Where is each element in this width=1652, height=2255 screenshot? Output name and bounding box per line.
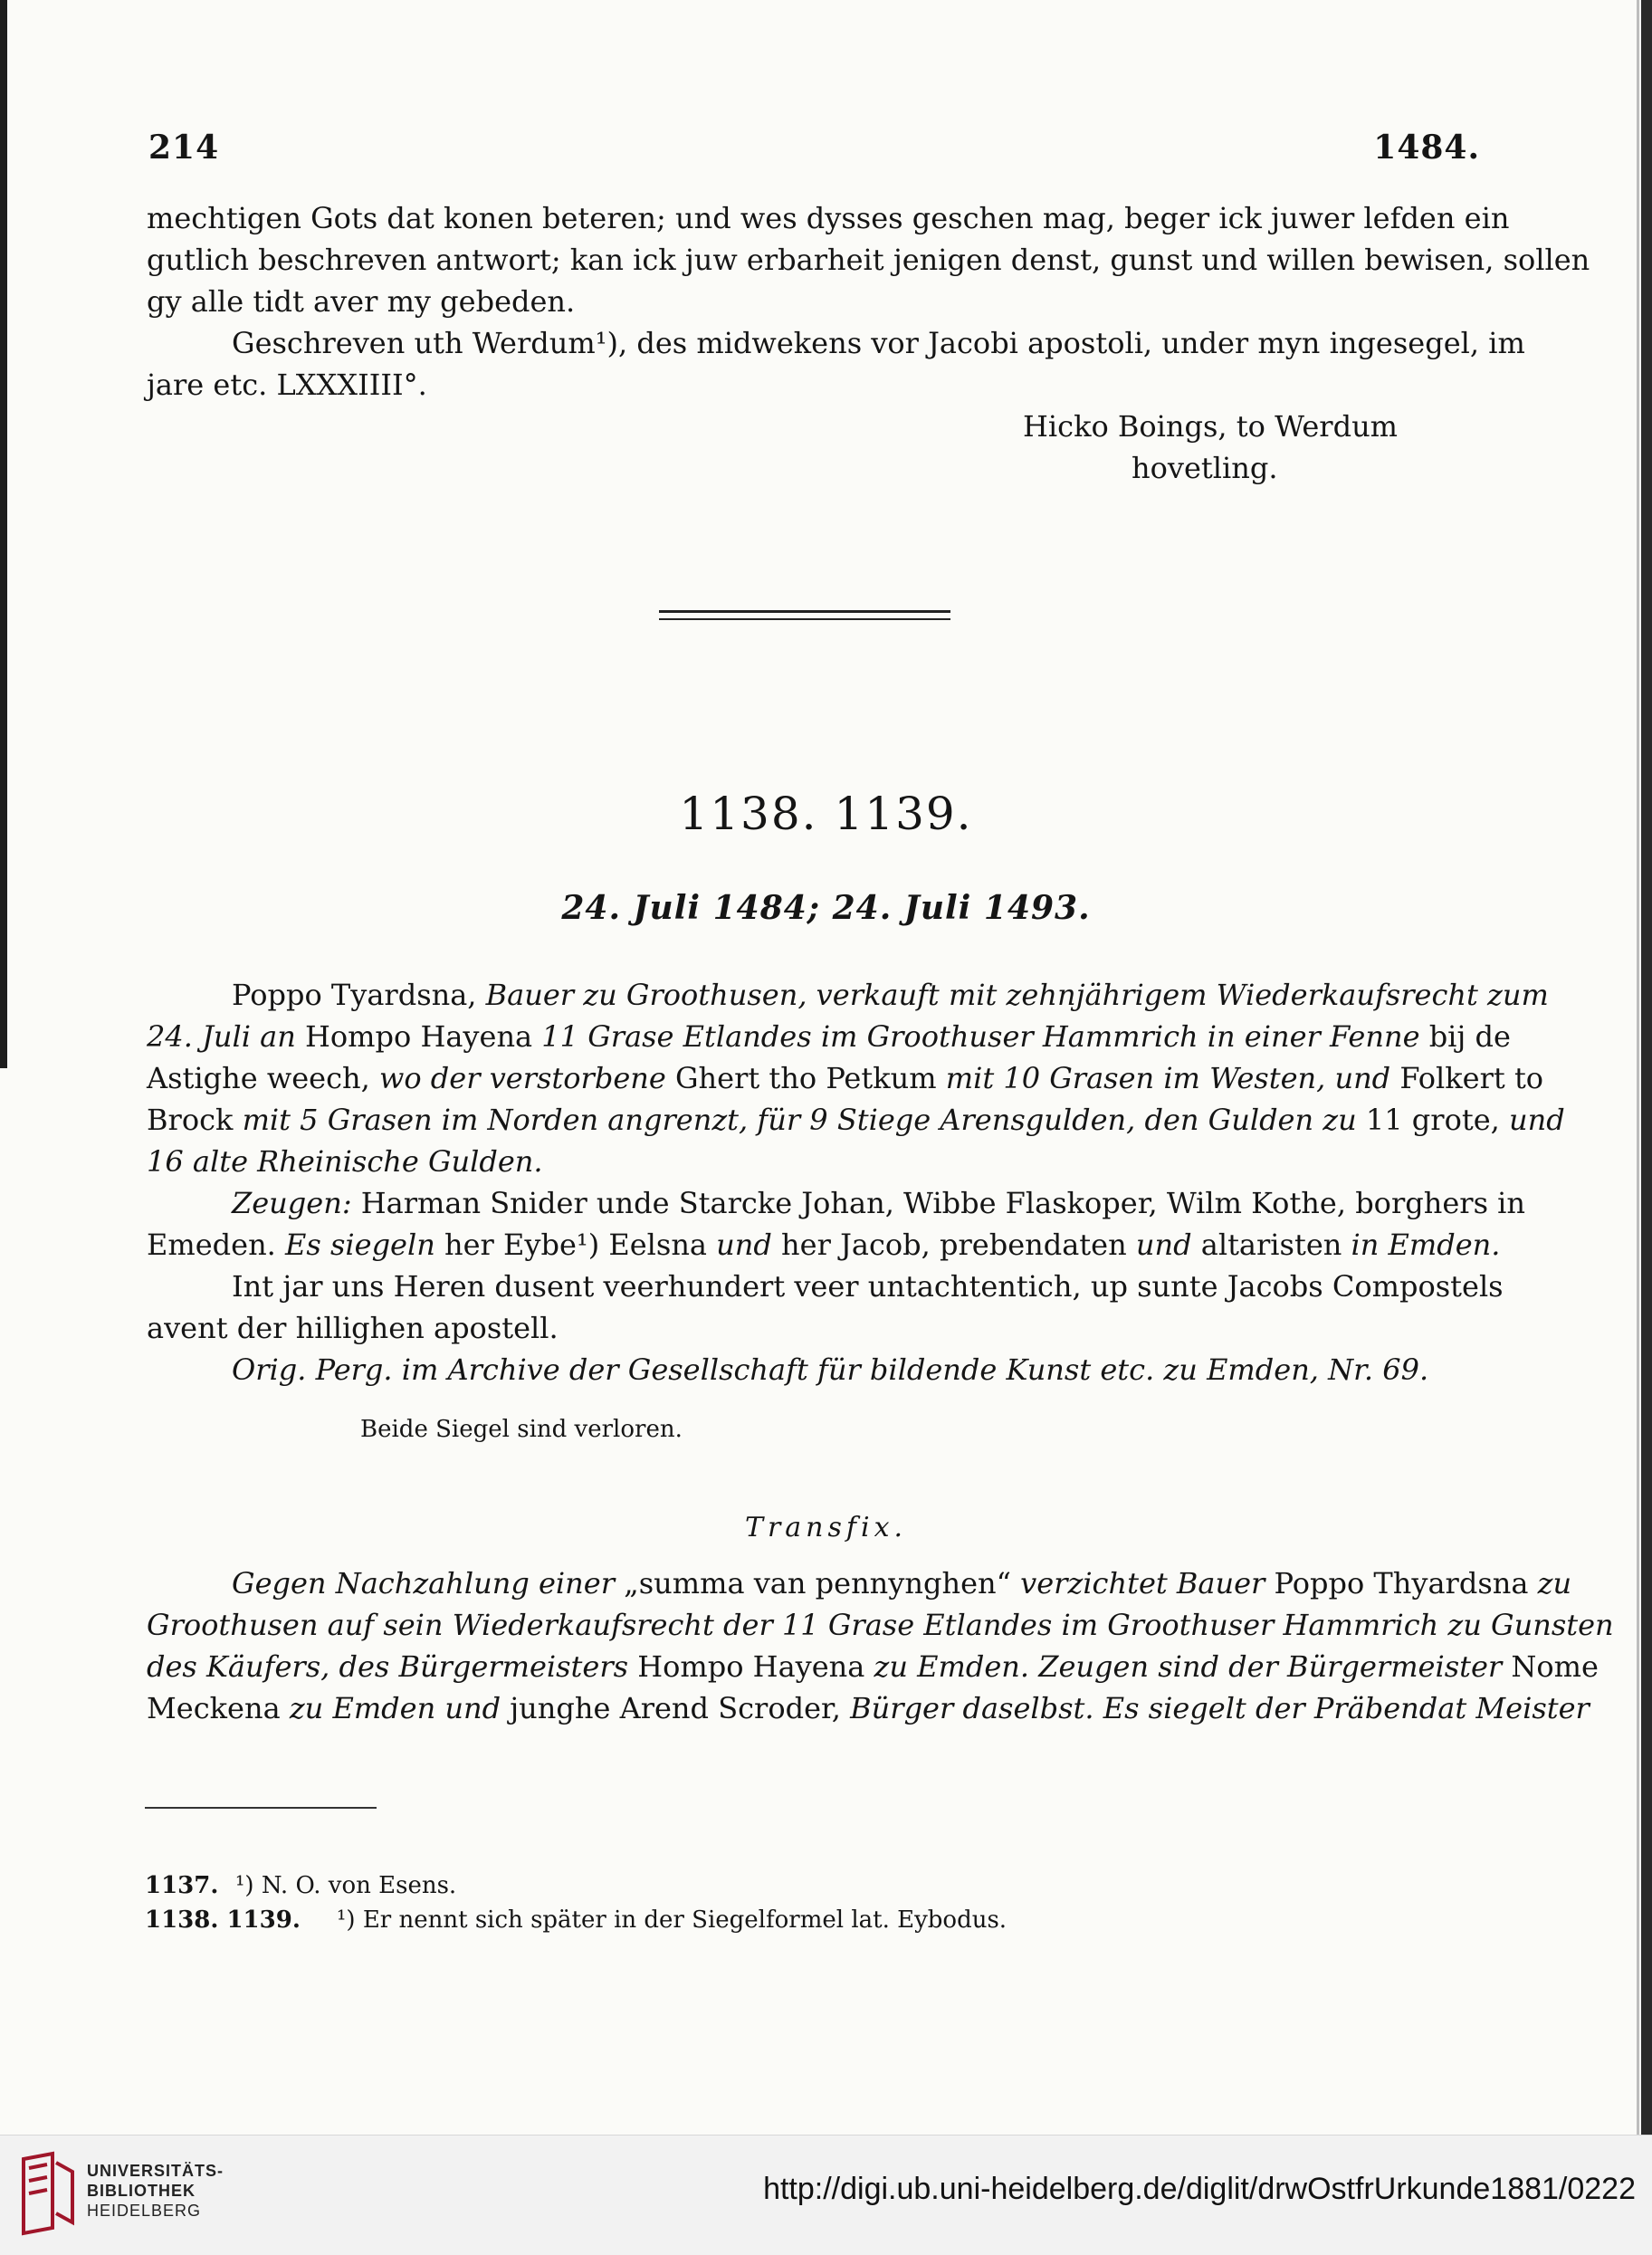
summary-line-5: 16 alte Rheinische Gulden.: [147, 1144, 543, 1179]
dating-line-1: Int jar uns Heren dusent veerhundert veer untachtentich, up sunte Jacobs Compostels: [232, 1269, 1504, 1304]
letter-line-1: mechtigen Gots dat konen beteren; und wes dysses geschen mag, beger ick juwer lefden ein: [147, 201, 1510, 235]
letter-line-4: Geschreven uth Werdum¹), des midwekens vor Jacobi apostoli, under myn ingesegel, im: [232, 326, 1525, 360]
transfix-line-4: Meckena zu Emden und junghe Arend Scroder, Bürger daselbst. Es siegelt der Präbendat Meister: [147, 1691, 1590, 1725]
witnesses-label: Zeugen:: [232, 1186, 352, 1220]
summary-line-3: Astighe weech, wo der verstorbene Ghert tho Petkum mit 10 Grasen im Westen, und Folkert to: [147, 1061, 1544, 1095]
seal-note: Beide Siegel sind verloren.: [360, 1416, 683, 1443]
library-logo-icon: [16, 2150, 78, 2237]
running-head-year: 1484.: [1373, 129, 1480, 167]
signature-name: Hicko Boings, to Werdum: [1023, 409, 1399, 444]
witnesses-line-2: Emeden. Es siegeln her Eybe¹) Eelsna und her Jacob, prebendaten und altaristen in Emden.: [147, 1228, 1501, 1262]
summary-line-4: Brock mit 5 Grasen im Norden angrenzt, für 9 Stiege Arensgulden, den Gulden zu 11 grote, und: [147, 1103, 1565, 1137]
section-divider: [659, 610, 950, 620]
library-footer: [0, 2135, 1652, 2255]
source-note: Orig. Perg. im Archive der Gesellschaft für bildende Kunst etc. zu Emden, Nr. 69.: [232, 1352, 1429, 1387]
page-number: 214: [148, 129, 220, 167]
scan-edge-shadow: [1637, 0, 1639, 2135]
letter-line-5: jare etc. LXXXIIII°.: [147, 368, 427, 402]
transfix-line-3: des Käufers, des Bürgermeisters Hompo Hayena zu Emden. Zeugen sind der Bürgermeister Nome: [147, 1649, 1599, 1684]
witnesses-line-1: Zeugen: Harman Snider unde Starcke Johan, Wibbe Flaskoper, Wilm Kothe, borghers in: [232, 1186, 1525, 1220]
summary-line-2: 24. Juli an Hompo Hayena 11 Grase Etlandes im Groothuser Hammrich in einer Fenne bij de: [147, 1019, 1511, 1054]
summary-line-1: Poppo Tyardsna, Bauer zu Groothusen, verkauft mit zehnjährigem Wiederkaufsrecht zum: [232, 978, 1549, 1012]
document-date: 24. Juli 1484; 24. Juli 1493.: [561, 889, 1091, 927]
transfix-line-2: Groothusen auf sein Wiederkaufsrecht der 11 Grase Etlandes im Groothuser Hammrich zu Gunsten: [147, 1608, 1614, 1642]
signature-title: hovetling.: [1132, 451, 1278, 485]
transfix-line-1: Gegen Nachzahlung einer „summa van pennynghen“ verzichtet Bauer Poppo Thyardsna zu: [232, 1566, 1572, 1600]
document-numbers: 1138. 1139.: [679, 788, 973, 840]
transfix-title: Transfix.: [744, 1512, 908, 1543]
dating-line-2: avent der hillighen apostell.: [147, 1311, 559, 1345]
scan-edge-right: [1641, 0, 1652, 2135]
permalink-url[interactable]: http://digi.ub.uni-heidelberg.de/diglit/drwOstfrUrkunde1881/0222: [763, 2172, 1636, 2206]
library-name: UNIVERSITÄTS- BIBLIOTHEK HEIDELBERG: [87, 2162, 224, 2220]
letter-line-3: gy alle tidt aver my gebeden.: [147, 284, 576, 319]
footnote-1137: 1137. ¹) N. O. von Esens.: [145, 1872, 457, 1899]
footnote-1138-1139: 1138. 1139. ¹) Er nennt sich später in der Siegelformel lat. Eybodus.: [145, 1906, 1007, 1934]
footnote-rule: [145, 1807, 377, 1809]
letter-line-2: gutlich beschreven antwort; kan ick juw erbarheit jenigen denst, gunst und willen bewisen, sollen: [147, 243, 1590, 277]
